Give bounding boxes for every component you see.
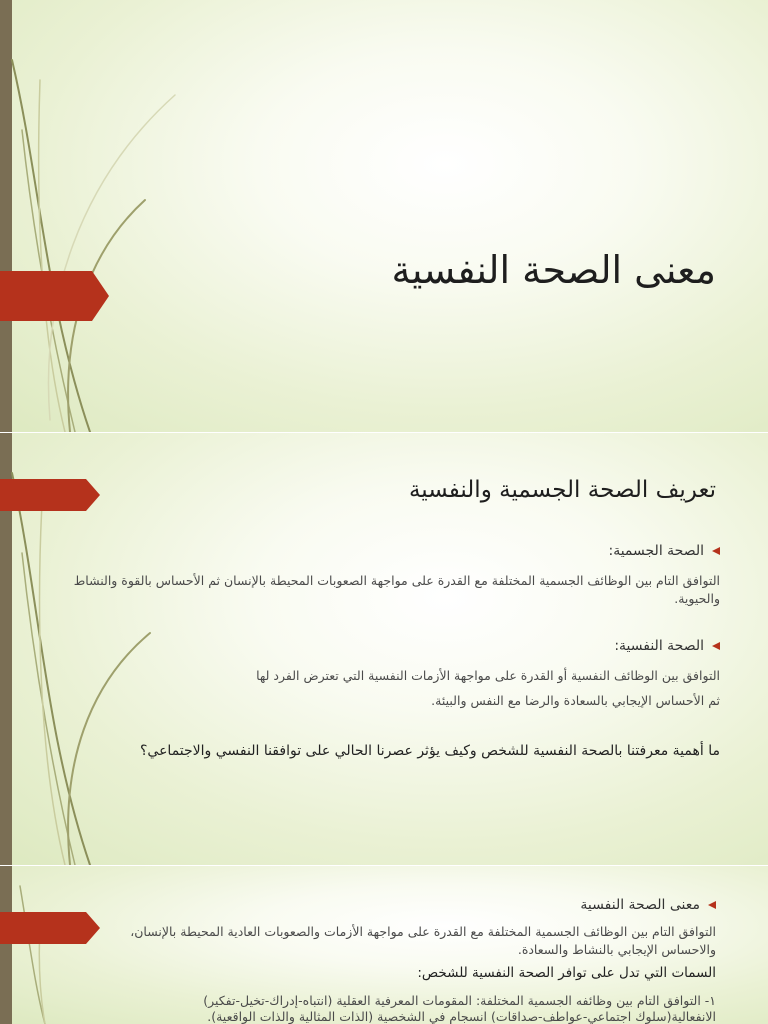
meaning-definition: التوافق التام بين الوظائف الجسمية المختلفة مع القدرة على مواجهة الأزمات والصعوبات العادية المحيطة بالإنسان، والاحساس الإيجابي بالنشاط والسعادة.: [130, 924, 716, 957]
slide-title: [0, 0, 768, 432]
trait-1-line-1: ١- التوافق التام بين وظائفه الجسمية المختلفة: المقومات المعرفية العقلية (انتباه-إدراك-تخيل-تفكير): [203, 993, 716, 1008]
decorative-curves: [0, 0, 200, 432]
traits-heading: السمات التي تدل على توافر الصحة النفسية للشخص:: [417, 965, 716, 981]
physical-health-text: التوافق التام بين الوظائف الجسمية المختلفة مع القدرة على مواجهة الصعوبات المحيطة بالإنسان ثم الأحساس بالقوة والنشاط والحيوية.: [73, 573, 720, 606]
slide-title: معنى الصحة النفسية: [391, 248, 716, 292]
title-tag: [0, 912, 86, 944]
physical-health-heading: الصحة الجسمية:: [608, 543, 720, 559]
title-tag: [0, 479, 86, 511]
mental-health-heading: الصحة النفسية:: [614, 638, 720, 654]
mental-health-line-1: التوافق بين الوظائف النفسية أو القدرة على مواجهة الأزمات النفسية التي تعترض الفرد لها: [256, 668, 720, 683]
discussion-question: ما أهمية معرفتنا بالصحة النفسية للشخص وكيف يؤثر عصرنا الحالي على توافقنا النفسي والاجتماعي؟: [139, 743, 720, 759]
slide-title: تعريف الصحة الجسمية والنفسية: [408, 477, 716, 503]
meaning-heading: معنى الصحة النفسية: [580, 897, 716, 913]
slide-meaning: [0, 866, 768, 1024]
slide-definitions: [0, 433, 768, 865]
mental-health-line-2: ثم الأحساس الإيجابي بالسعادة والرضا مع النفس والبيئة.: [431, 693, 720, 708]
title-tag: [0, 271, 92, 321]
trait-1-line-2: الانفعالية(سلوك اجتماعي-عواطف-صداقات) انسجام في الشخصية (الذات المثالية والذات الواقعية).: [207, 1009, 716, 1024]
